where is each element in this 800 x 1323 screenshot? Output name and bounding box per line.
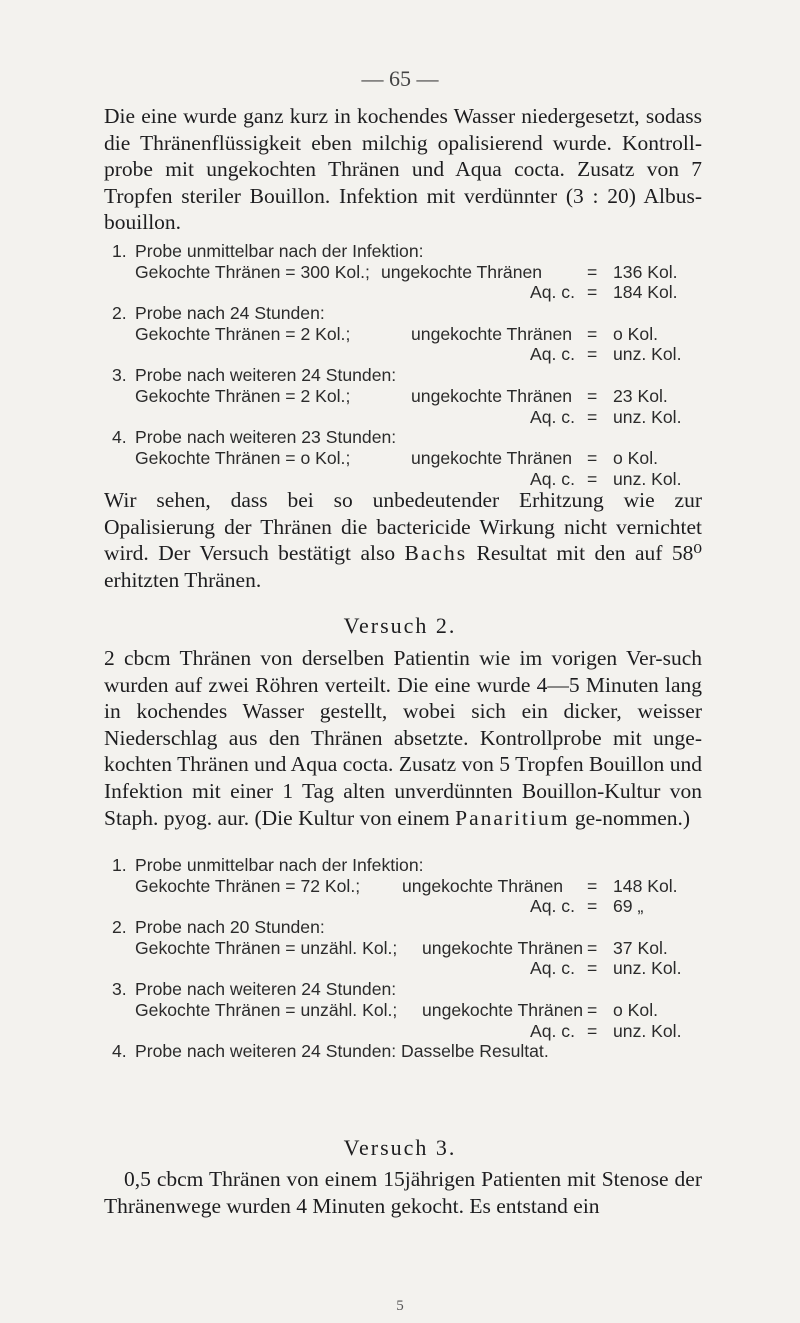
list-item-label: Probe unmittelbar nach der Infektion: (135, 855, 424, 875)
aq-label: Aq. c. (530, 282, 575, 303)
paragraph-versuch-2 (104, 645, 702, 831)
equals-sign: = (587, 344, 598, 365)
aq-value: 184 Kol. (613, 282, 678, 303)
equals-sign: = (587, 875, 598, 896)
list-item-number: 3. (112, 365, 127, 386)
equals-sign: = (587, 896, 598, 917)
conclusion-text: Wir sehen, dass bei so unbedeutender Erhitzung wie zur Opalisierung der Thränen die bactericide Wirkung nicht vernichtet wird. Der Versuch bestätigt also (104, 488, 702, 566)
list-item-label: Probe nach 24 Stunden: (135, 303, 325, 324)
equals-sign: = (587, 937, 598, 958)
section-heading-versuch-2 (0, 613, 800, 639)
list-item-number: 2. (112, 917, 127, 938)
list-item-label: Probe unmittelbar nach der Infektion: (135, 241, 424, 261)
paragraph-text-end: ge-nommen.) (569, 805, 691, 830)
signature-mark: 5 (396, 1298, 404, 1314)
boiled-result: Gekochte Thränen = unzähl. Kol.; (135, 937, 398, 958)
unboiled-label: ungekochte Thränen (381, 261, 543, 282)
unboiled-label: ungekochte Thränen (411, 385, 573, 406)
equals-sign: = (587, 1020, 598, 1041)
list-item-number: 4. (112, 427, 127, 448)
boiled-result: Gekochte Thränen = 2 Kol.; (135, 385, 351, 406)
unboiled-label: ungekochte Thränen (402, 875, 564, 896)
aq-label: Aq. c. (530, 958, 575, 979)
equals-sign: = (587, 323, 598, 344)
unboiled-value: o Kol. (613, 999, 658, 1020)
aq-value: 69 „ (613, 896, 644, 917)
equals-sign: = (587, 447, 598, 468)
paragraph-text: 2 cbcm Thränen von derselben Patientin wie im vorigen Ver-such wurden auf zwei Röhren verteilt. Die eine wurde 4—5 Minuten lang in kochendes Wasser gestellt, wobei sich ein dicker, weisser Niederschlag aus den Thränen absetzte. Kontrollprobe mit unge-kochten Thränen und Aqua cocta. Zusatz von 5 Tropfen Bouillon und Infektion mit einer 1 Tag alten unverdünnten Bouillon-Kultur von Staph. pyog. aur. (Die Kultur von einem (104, 646, 702, 830)
list-item-label: Probe nach weiteren 24 Stunden: (135, 365, 397, 386)
section-heading-versuch-3 (0, 1135, 800, 1161)
aq-label: Aq. c. (530, 468, 575, 489)
unboiled-value: 23 Kol. (613, 385, 668, 406)
equals-sign: = (587, 468, 598, 489)
aq-value: unz. Kol. (613, 958, 682, 979)
spaced-term: Panaritium (455, 805, 570, 830)
list-item-label: Probe nach weiteren 23 Stunden: (135, 427, 397, 448)
heading-text: Versuch 3. (343, 1135, 457, 1160)
aq-label: Aq. c. (530, 344, 575, 365)
equals-sign: = (587, 261, 598, 282)
list-item-label: Probe nach weiteren 24 Stunden: (135, 979, 397, 1000)
equals-sign: = (587, 958, 598, 979)
boiled-result: Gekochte Thränen = unzähl. Kol.; (135, 999, 398, 1020)
list-item-label: Probe nach 20 Stunden: (135, 917, 325, 938)
equals-sign: = (587, 282, 598, 303)
unboiled-label: ungekochte Thränen (422, 937, 584, 958)
paragraph-conclusion (104, 487, 702, 593)
unboiled-value: 136 Kol. (613, 261, 678, 282)
boiled-result: Gekochte Thränen = 2 Kol.; (135, 323, 351, 344)
list-item-number: 1. (112, 855, 127, 875)
results-list-2 (104, 855, 702, 1062)
unboiled-value: 148 Kol. (613, 875, 678, 896)
page-number: — 65 — (361, 66, 439, 91)
heading-text: Versuch 2. (343, 613, 457, 638)
boiled-result: Gekochte Thränen = 300 Kol.; (135, 261, 370, 282)
aq-label: Aq. c. (530, 896, 575, 917)
aq-value: unz. Kol. (613, 406, 682, 427)
unboiled-label: ungekochte Thränen (411, 447, 573, 468)
results-list-1 (104, 241, 702, 489)
list-item-number: 1. (112, 241, 127, 261)
equals-sign: = (587, 406, 598, 427)
aq-label: Aq. c. (530, 406, 575, 427)
author-name: Bachs (404, 541, 468, 566)
list-item-label: Probe nach weiteren 24 Stunden: Dasselbe Resultat. (135, 1041, 549, 1062)
unboiled-value: o Kol. (613, 323, 658, 344)
aq-value: unz. Kol. (613, 344, 682, 365)
unboiled-label: ungekochte Thränen (422, 999, 584, 1020)
paragraph-intro: Die eine wurde ganz kurz in kochendes Wasser niedergesetzt, sodass die Thränenflüssigkeit eben milchig opalisierend wurde. Kontroll-probe mit ungekochten Thränen und Aqua cocta. Zusatz von 7 Tropfen steriler Bouillon. Infektion mit verdünnter (3 : 20) Albus-bouillon. (104, 104, 702, 235)
aq-label: Aq. c. (530, 1020, 575, 1041)
list-item-number: 2. (112, 303, 127, 324)
boiled-result: Gekochte Thränen = 72 Kol.; (135, 875, 361, 896)
equals-sign: = (587, 385, 598, 406)
list-item-number: 3. (112, 979, 127, 1000)
aq-value: unz. Kol. (613, 468, 682, 489)
conclusion-text-end: Resultat mit den auf 58⁰ erhitzten Thränen. (104, 541, 702, 592)
equals-sign: = (587, 999, 598, 1020)
paragraph-versuch-3: 0,5 cbcm Thränen von einem 15jährigen Patienten mit Stenose der Thränenwege wurden 4 Minuten gekocht. Es entstand ein (104, 1167, 702, 1218)
unboiled-label: ungekochte Thränen (411, 323, 573, 344)
unboiled-value: o Kol. (613, 447, 658, 468)
boiled-result: Gekochte Thränen = o Kol.; (135, 447, 351, 468)
aq-value: unz. Kol. (613, 1020, 682, 1041)
unboiled-value: 37 Kol. (613, 937, 668, 958)
list-item-number: 4. (112, 1041, 127, 1062)
